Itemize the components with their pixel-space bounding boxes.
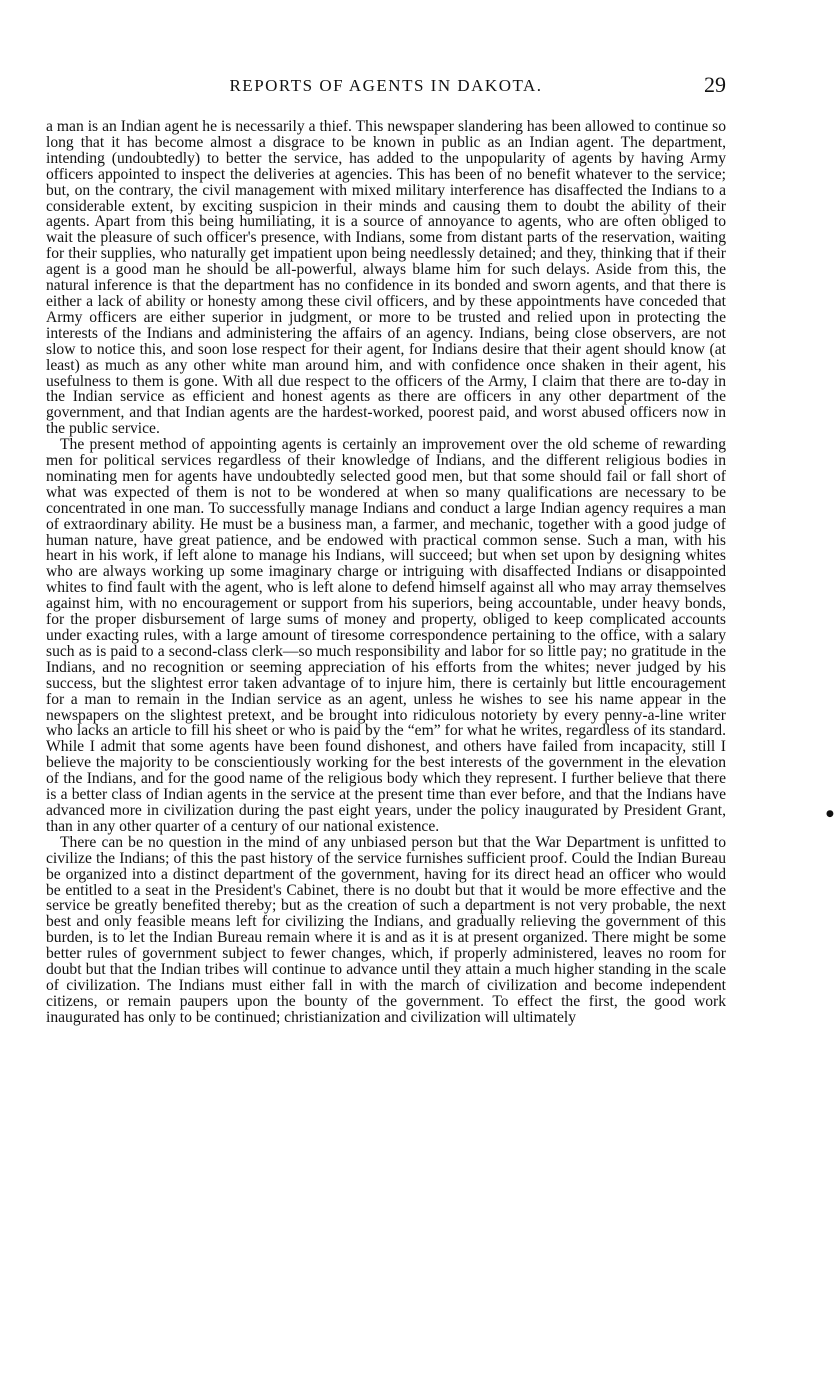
running-header	[46, 72, 726, 102]
page-number: 29	[704, 72, 726, 97]
paragraph-3: There can be no question in the mind of any unbiased person but that the War Department is unfitted to civilize the Indians; of this the past history of the service furnishes sufficient proof. Could the Indian Bureau be organized into a distinct department of the government, having for its direct head an officer who would be entitled to a seat in the President's Cabinet, there is no doubt but that it would be more effective and the service be greatly benefited thereby; but as the creation of such a department is not very probable, the next best and only feasible means left for civilizing the Indians, and gradually relieving the government of this burden, is to let the Indian Bureau remain where it is and as it is at present organized. There might be some better rules of government subject to fewer changes, which, if properly administered, leaves no room for doubt but that the Indian tribes will continue to advance until they attain a much higher standing in the scale of civilization. The Indians must either fall in with the march of civilization and become independent citizens, or remain paupers upon the bounty of the government. To effect the first, the good work inaugurated has only to be continued; christianization and civilization will ultimately	[46, 833, 726, 1026]
paragraph-1: a man is an Indian agent he is necessarily a thief. This newspaper slandering has been allowed to continue so long that it has become almost a disgrace to be known in public as an Indian agent. The department, intending (undoubtedly) to better the service, has added to the unpopularity of agents by having Army officers appointed to inspect the deliveries at agencies. This has been of no benefit whatever to the service; but, on the contrary, the civil management with mixed military interference has disaffected the Indians to a considerable extent, by exciting suspicion in their minds and causing them to doubt the ability of their agents. Apart from this being humiliating, it is a source of annoyance to agents, who are often obliged to wait the pleasure of such officer's presence, with Indians, some from distant parts of the reservation, waiting for their supplies, who naturally get impatient upon being needlessly detained; and they, thinking that if their agent is a good man he should be all-powerful, always blame him for such delays. Aside from this, the natural inference is that the department has no confidence in its bonded and sworn agents, and that there is either a lack of ability or honesty among these civil officers, and by these appointments have conceded that Army officers are either superior in judgment, or more to be trusted and relied upon in protecting the interests of the Indians and administering the affairs of an agency. Indians, being close observers, are not slow to notice this, and soon lose respect for their agent, for Indians desire that their agent should know (at least) as much as any other white man around him, and with confidence once shaken in their agent, his usefulness to them is gone. With all due respect to the officers of the Army, I claim that there are to-day in the Indian service as efficient and honest agents as there are officers in any other department of the government, and that Indian agents are the hardest-worked, poorest paid, and worst abused officers now in the public service.	[46, 118, 726, 438]
body-text	[46, 119, 726, 1026]
header-title: REPORTS OF AGENTS IN DAKOTA.	[229, 76, 543, 95]
margin-dot-mark: ●	[826, 809, 834, 819]
paragraph-2: The present method of appointing agents is certainly an improvement over the old scheme of rewarding men for political services regardless of their knowledge of Indians, and the different religious bodies in nominating men for agents have undoubtedly selected good men, but that some should fail or fall short of what was expected of them is not to be wondered at when so many qualifications are necessary to be concentrated in one man. To successfully manage Indians and conduct a large Indian agency requires a man of extraordinary ability. He must be a business man, a farmer, and mechanic, together with a good judge of human nature, have great patience, and be endowed with practical common sense. Such a man, with his heart in his work, if left alone to manage his Indians, will succeed; but when set upon by designing whites who are always working up some imaginary charge or intriguing with disaffected Indians or disappointed whites to find fault with the agent, who is left alone to defend himself against all who may array themselves against him, with no encouragement or support from his superiors, being accountable, under heavy bonds, for the proper disbursement of large sums of money and property, obliged to keep complicated accounts under exacting rules, with a large amount of tiresome correspondence pertaining to the office, with a salary such as is paid to a second-class clerk—so much responsibility and labor for so little pay; no gratitude in the Indians, and no recognition or seeming appreciation of his efforts from the whites; never judged by his success, but the slightest error taken advantage of to injure him, there is certainly but little encouragement for a man to remain in the Indian service as an agent, unless he wishes to see his name appear in the newspapers on the slightest pretext, and be brought into ridiculous notoriety by every penny-a-line writer who lacks an article to fill his sheet or who is paid by the “em” for what he writes, regardless of its standard. While I admit that some agents have been found dishonest, and others have failed from incapacity, still I believe the majority to be conscientiously working for the best interests of the government in the elevation of the Indians, and for the good name of the religious body which they represent. I further believe that there is a better class of Indian agents in the service at the present time than ever before, and that the Indians have advanced more in civilization during the past eight years, under the policy inaugurated by President Grant, than in any other quarter of a century of our national existence.	[46, 436, 726, 835]
